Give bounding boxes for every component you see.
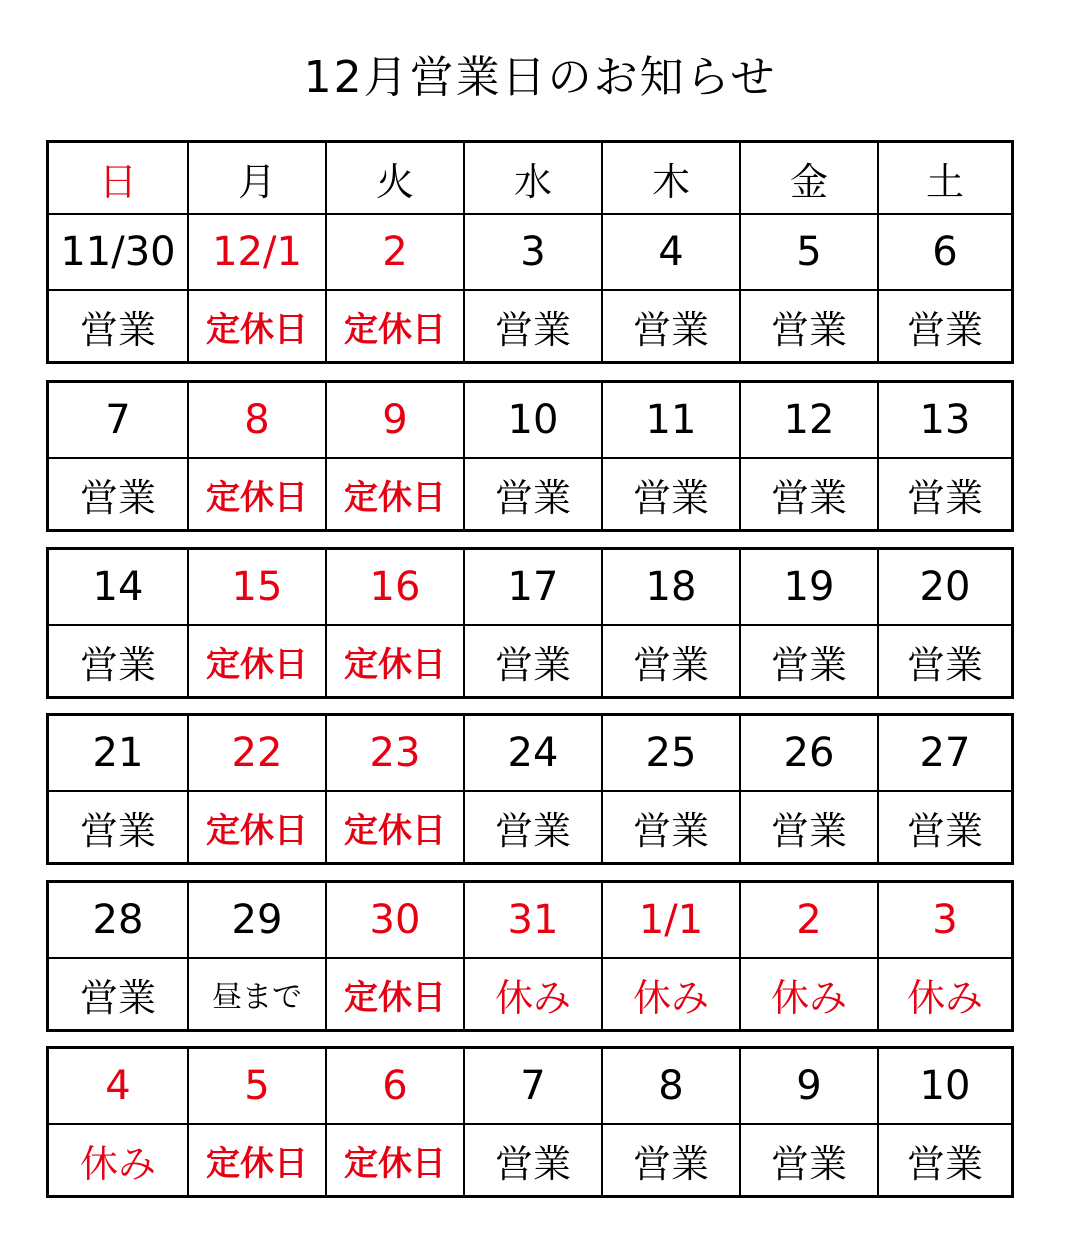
status-cell: 営業 — [877, 792, 1011, 862]
date-cell: 3 — [877, 883, 1011, 957]
date-row — [49, 383, 1011, 457]
status-cell: 定休日 — [325, 291, 463, 361]
status-cell: 営業 — [739, 792, 877, 862]
weekday-header-cell: 水 — [463, 143, 601, 213]
date-row — [49, 716, 1011, 790]
weekday-header-cell: 月 — [187, 143, 325, 213]
status-cell: 昼まで — [187, 959, 325, 1029]
date-cell: 11 — [601, 383, 739, 457]
date-cell: 27 — [877, 716, 1011, 790]
date-cell: 21 — [92, 730, 144, 776]
week-block — [46, 140, 1014, 364]
weekday-header-cell: 金 — [739, 143, 877, 213]
date-cell: 6 — [877, 215, 1011, 289]
date-cell: 7 — [105, 397, 131, 443]
status-cell: 営業 — [739, 291, 877, 361]
date-cell: 8 — [601, 1049, 739, 1123]
date-cell: 3 — [463, 215, 601, 289]
status-cell: 定休日 — [325, 792, 463, 862]
status-cell: 定休日 — [187, 459, 325, 529]
date-cell: 25 — [601, 716, 739, 790]
status-cell: 営業 — [601, 291, 739, 361]
date-cell: 6 — [325, 1049, 463, 1123]
date-cell: 16 — [325, 550, 463, 624]
date-row — [49, 213, 1011, 289]
date-row — [49, 1049, 1011, 1123]
date-cell: 10 — [463, 383, 601, 457]
status-row — [49, 957, 1011, 1029]
status-cell: 休み — [739, 959, 877, 1029]
date-cell: 24 — [463, 716, 601, 790]
status-cell: 営業 — [79, 975, 156, 1020]
date-cell: 8 — [187, 383, 325, 457]
status-cell: 営業 — [463, 792, 601, 862]
date-cell: 20 — [877, 550, 1011, 624]
date-cell: 11/30 — [60, 229, 176, 275]
status-cell: 営業 — [601, 459, 739, 529]
date-cell: 22 — [187, 716, 325, 790]
page-title: 12月営業日のお知らせ — [303, 52, 777, 103]
date-cell: 28 — [92, 897, 144, 943]
week-block — [46, 380, 1014, 532]
status-row — [49, 457, 1011, 529]
weekday-header-row — [49, 143, 1011, 213]
week-block — [46, 880, 1014, 1032]
status-cell: 営業 — [601, 792, 739, 862]
date-cell: 9 — [325, 383, 463, 457]
weekday-header-cell: 火 — [325, 143, 463, 213]
status-cell: 営業 — [463, 1125, 601, 1195]
status-cell: 営業 — [877, 291, 1011, 361]
date-cell: 30 — [325, 883, 463, 957]
status-cell: 営業 — [739, 626, 877, 696]
date-cell: 31 — [463, 883, 601, 957]
date-cell: 5 — [187, 1049, 325, 1123]
date-cell: 5 — [739, 215, 877, 289]
status-cell: 営業 — [463, 459, 601, 529]
week-block — [46, 713, 1014, 865]
status-cell: 定休日 — [325, 959, 463, 1029]
status-cell: 営業 — [739, 1125, 877, 1195]
weekday-header-cell: 日 — [98, 159, 137, 204]
date-cell: 17 — [463, 550, 601, 624]
week-block — [46, 1046, 1014, 1198]
date-cell: 26 — [739, 716, 877, 790]
status-cell: 休み — [463, 959, 601, 1029]
date-cell: 4 — [601, 215, 739, 289]
date-cell: 4 — [105, 1063, 131, 1109]
date-cell: 15 — [187, 550, 325, 624]
status-cell: 休み — [877, 959, 1011, 1029]
status-cell: 営業 — [877, 459, 1011, 529]
status-cell: 営業 — [79, 642, 156, 687]
date-cell: 2 — [739, 883, 877, 957]
status-cell: 休み — [79, 1141, 156, 1186]
week-block — [46, 547, 1014, 699]
status-cell: 営業 — [463, 291, 601, 361]
status-cell: 定休日 — [325, 459, 463, 529]
date-row — [49, 883, 1011, 957]
date-cell: 12 — [739, 383, 877, 457]
status-cell: 営業 — [601, 626, 739, 696]
date-cell: 19 — [739, 550, 877, 624]
status-cell: 営業 — [79, 475, 156, 520]
status-cell: 営業 — [877, 626, 1011, 696]
date-cell: 9 — [739, 1049, 877, 1123]
status-cell: 営業 — [79, 307, 156, 352]
status-row — [49, 1123, 1011, 1195]
weekday-header-cell: 土 — [877, 143, 1011, 213]
status-cell: 営業 — [877, 1125, 1011, 1195]
date-cell: 14 — [92, 564, 144, 610]
status-cell: 定休日 — [325, 626, 463, 696]
date-cell: 13 — [877, 383, 1011, 457]
date-cell: 10 — [877, 1049, 1011, 1123]
status-row — [49, 790, 1011, 862]
date-cell: 23 — [325, 716, 463, 790]
status-cell: 定休日 — [187, 1125, 325, 1195]
status-cell: 営業 — [739, 459, 877, 529]
date-cell: 7 — [463, 1049, 601, 1123]
status-cell: 営業 — [601, 1125, 739, 1195]
date-cell: 1/1 — [601, 883, 739, 957]
weekday-header-cell: 木 — [601, 143, 739, 213]
date-cell: 12/1 — [187, 215, 325, 289]
date-cell: 29 — [187, 883, 325, 957]
status-cell: 定休日 — [187, 291, 325, 361]
status-cell: 営業 — [79, 808, 156, 853]
status-cell: 定休日 — [187, 792, 325, 862]
status-row — [49, 289, 1011, 361]
date-cell: 2 — [325, 215, 463, 289]
date-cell: 18 — [601, 550, 739, 624]
status-cell: 定休日 — [325, 1125, 463, 1195]
status-cell: 営業 — [463, 626, 601, 696]
status-row — [49, 624, 1011, 696]
date-row — [49, 550, 1011, 624]
status-cell: 休み — [601, 959, 739, 1029]
status-cell: 定休日 — [187, 626, 325, 696]
